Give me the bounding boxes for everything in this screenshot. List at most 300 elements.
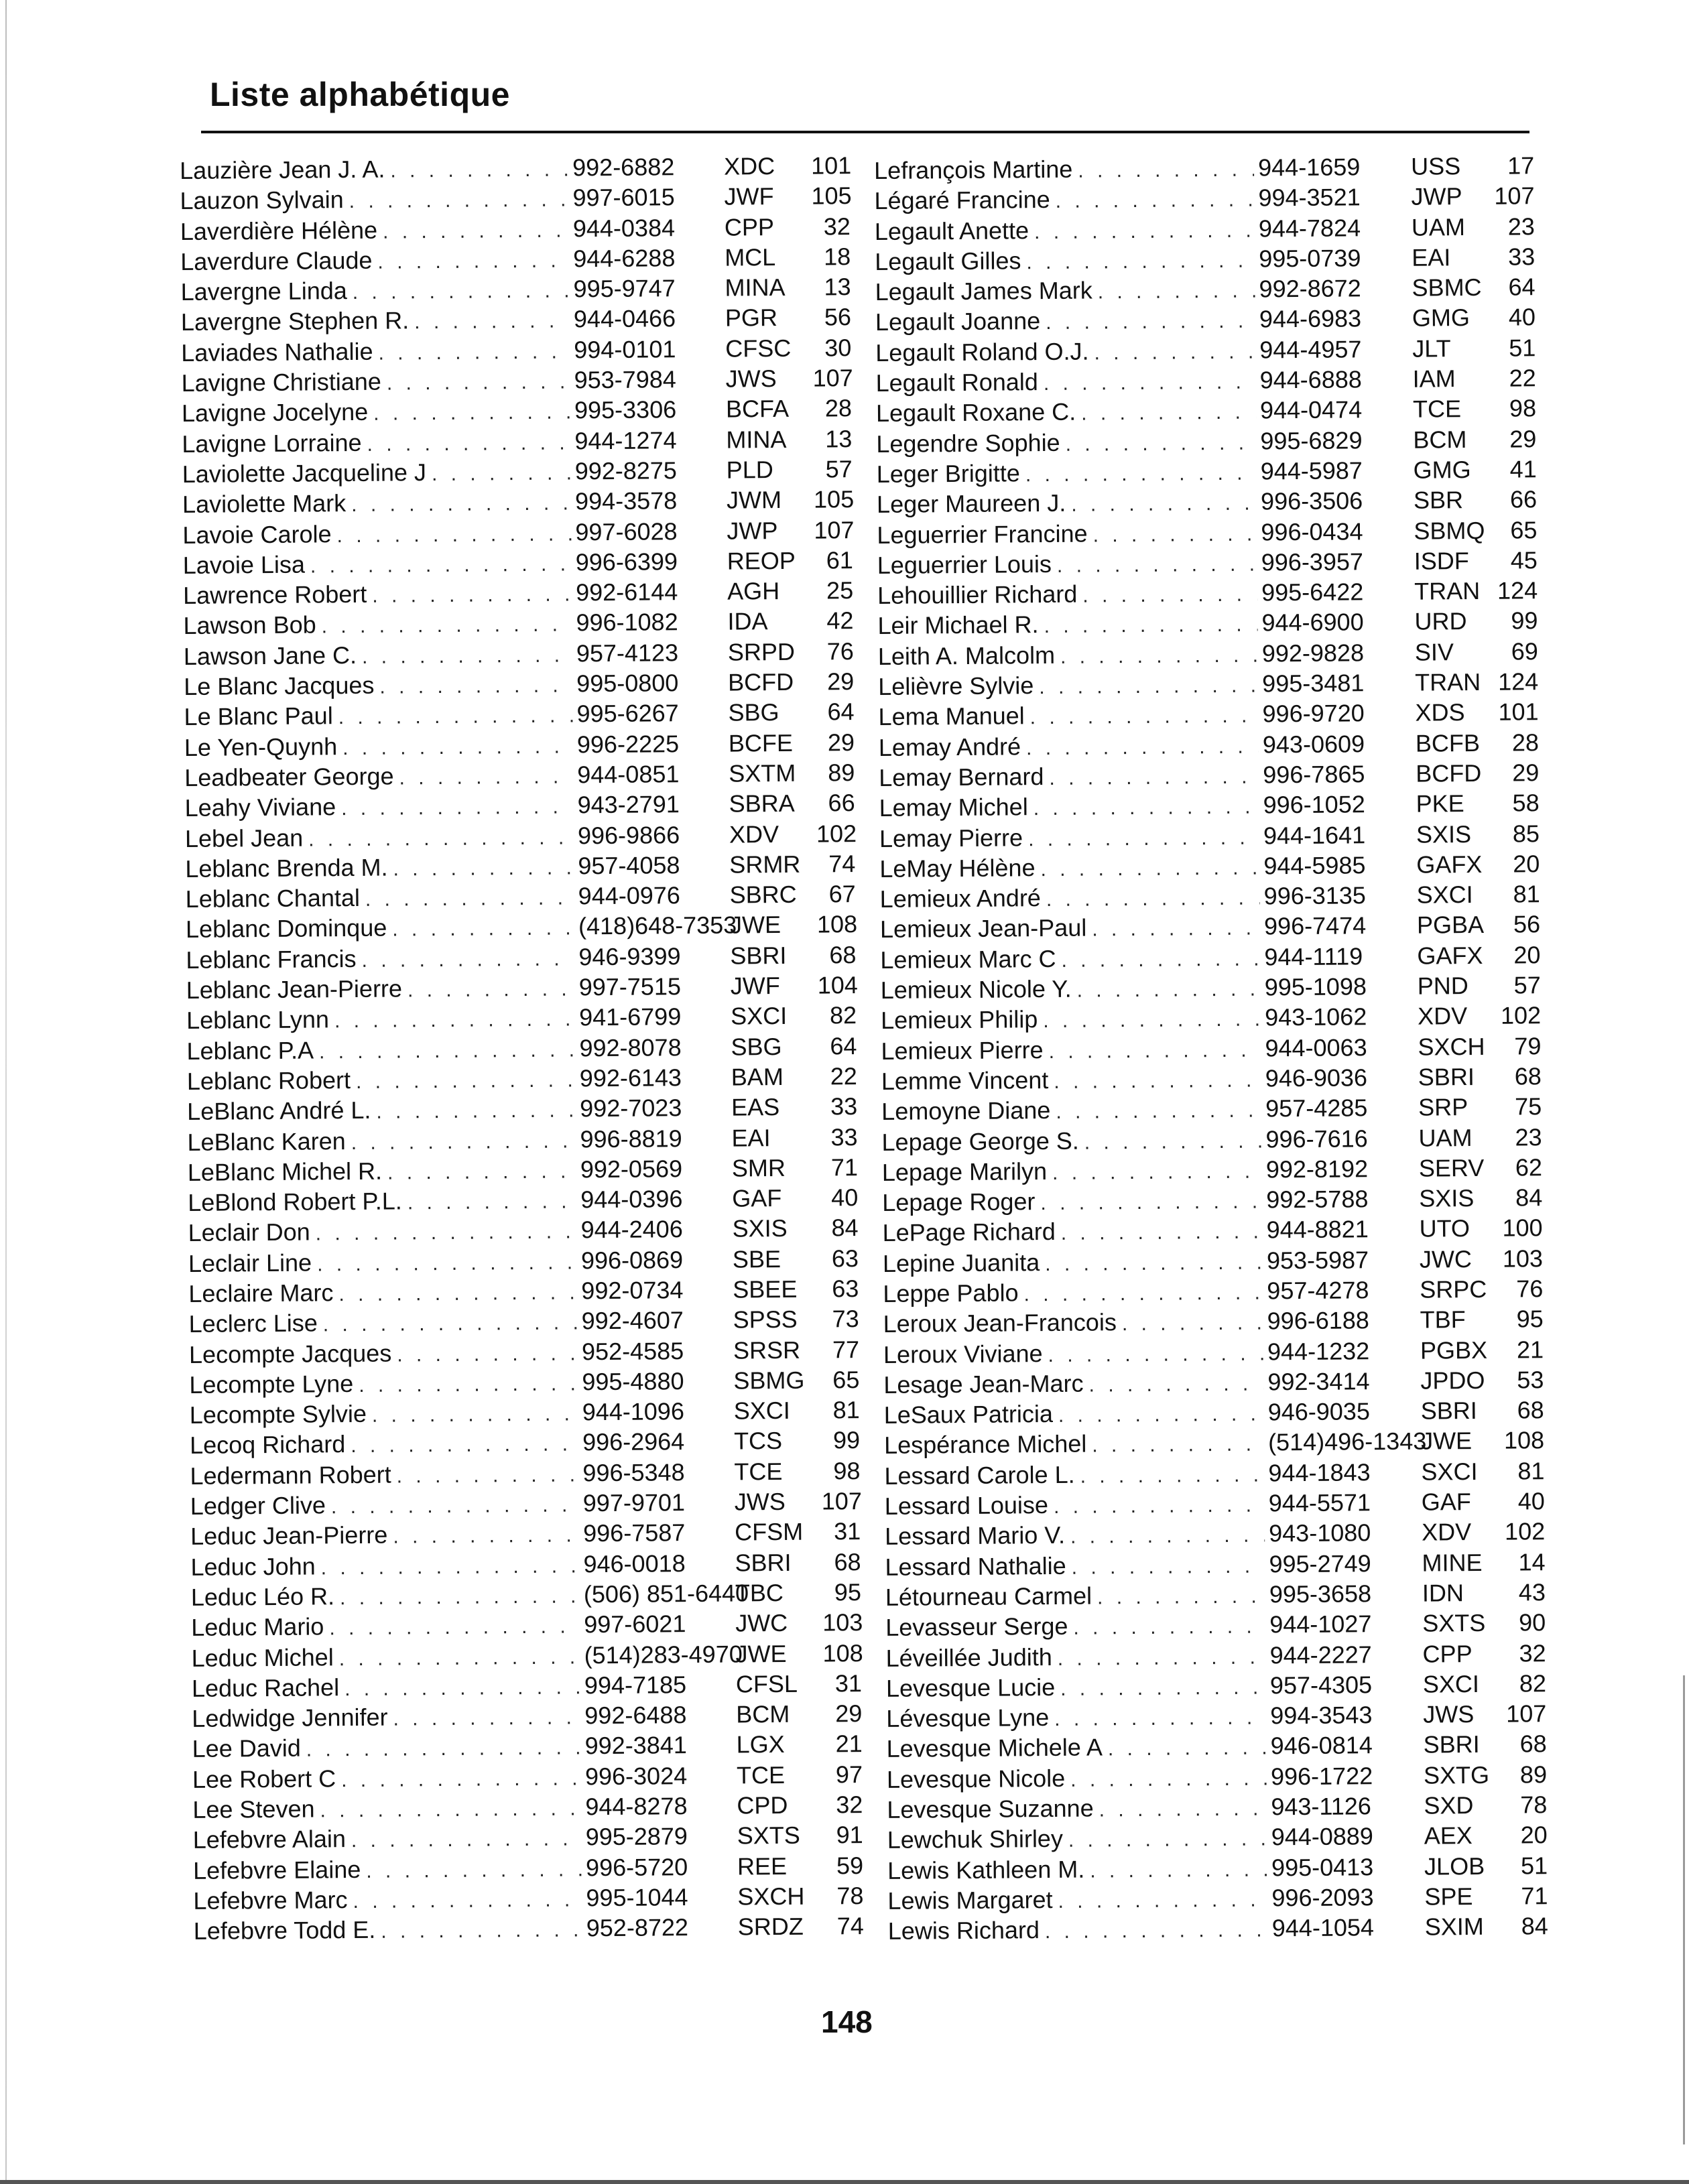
entry-name: Leroux Jean-Francois	[883, 1308, 1117, 1338]
entry-phone: 994-3543	[1270, 1701, 1373, 1730]
dot-leader	[393, 1703, 580, 1734]
entry-name-cell	[887, 1792, 1267, 1827]
entry-name: LeBlond Robert P.L.	[188, 1187, 403, 1217]
entry-phone: 944-0851	[577, 760, 680, 789]
entry-phone: 992-6488	[584, 1701, 687, 1730]
dot-leader	[381, 1915, 582, 1947]
entry-phone: 995-3306	[574, 395, 677, 424]
entry-name-cell	[186, 911, 574, 947]
dot-leader	[1030, 701, 1259, 733]
entry-name: Lepage George S.	[881, 1127, 1079, 1156]
entry-number: 67	[828, 880, 856, 908]
entry-number: 23	[1515, 1122, 1542, 1151]
entry-code: PND	[1417, 972, 1468, 1000]
directory-entry	[180, 241, 851, 277]
entry-number: 40	[1508, 303, 1536, 332]
scan-edge-right	[1683, 1675, 1685, 2144]
entry-name: Lewchuk Shirley	[887, 1825, 1064, 1854]
entry-name: Leppe Pablo	[883, 1279, 1019, 1307]
entry-name: Lema Manuel	[878, 702, 1025, 731]
entry-name: Lemay Bernard	[879, 762, 1044, 791]
entry-number: 21	[1516, 1335, 1544, 1364]
entry-name: Leclair Don	[188, 1218, 310, 1247]
entry-number: 74	[836, 1912, 864, 1940]
entry-name: Lesage Jean-Marc	[883, 1369, 1084, 1399]
entry-phone: 944-6288	[573, 244, 676, 273]
entry-code: BCFA	[725, 395, 790, 423]
entry-code: GMG	[1413, 455, 1471, 484]
dot-leader	[1080, 1460, 1264, 1491]
dot-leader	[1028, 822, 1259, 854]
directory-entry	[193, 1880, 863, 1916]
entry-name-cell	[885, 1519, 1265, 1553]
entry-code: SXD	[1424, 1791, 1474, 1819]
entry-number: 97	[835, 1760, 863, 1789]
dot-leader	[321, 610, 572, 642]
entry-code: SBEE	[733, 1275, 798, 1303]
dot-leader	[1082, 580, 1257, 611]
directory-entry	[180, 271, 851, 307]
dot-leader	[353, 1884, 582, 1917]
entry-phone: 944-1659	[1257, 153, 1361, 182]
dot-leader	[1122, 1308, 1263, 1340]
entry-name: Lavergne Stephen R.	[180, 306, 410, 336]
directory-entry	[875, 332, 1536, 368]
entry-code: SBG	[731, 1032, 782, 1061]
dot-leader	[1070, 1763, 1267, 1795]
entry-name: Lavergne Linda	[180, 277, 347, 306]
entry-name-cell	[883, 1245, 1263, 1280]
entry-name-cell	[875, 274, 1255, 309]
entry-phone: 944-6888	[1259, 365, 1362, 394]
entry-name: Leblanc Robert	[186, 1066, 351, 1095]
directory-entry	[877, 454, 1537, 489]
entry-number: 71	[830, 1153, 859, 1181]
dot-leader	[353, 276, 570, 308]
entry-name: Lepage Roger	[882, 1187, 1036, 1217]
dot-leader	[308, 822, 574, 854]
entry-code: JWF	[724, 182, 774, 210]
entry-name-cell	[877, 517, 1257, 552]
directory-entry	[194, 1911, 864, 1946]
entry-name-cell	[180, 274, 569, 310]
entry-name: Lawson Jane C.	[183, 641, 357, 670]
entry-code: IDN	[1422, 1579, 1464, 1607]
entry-name: Lee Robert C	[192, 1764, 336, 1793]
directory-entry	[876, 424, 1536, 459]
entry-phone: 996-2964	[582, 1427, 685, 1456]
dot-leader	[1072, 1551, 1265, 1582]
entry-number: 17	[1507, 151, 1535, 180]
entry-phone: 996-7616	[1265, 1124, 1368, 1153]
entry-code: SBG	[728, 698, 779, 726]
dot-leader	[1039, 671, 1258, 703]
entry-name-cell	[881, 1003, 1261, 1037]
entry-name-cell	[888, 1913, 1268, 1948]
entry-code: XDV	[1417, 1002, 1468, 1030]
entry-name-cell	[883, 1366, 1263, 1401]
entry-phone: 944-0474	[1259, 395, 1363, 424]
dot-leader	[334, 1005, 575, 1037]
entry-phone: 996-1052	[1263, 790, 1365, 819]
directory-entry	[181, 332, 851, 368]
directory-entry	[887, 1820, 1548, 1856]
entry-name: Lemoyne Diane	[881, 1096, 1051, 1126]
entry-phone: 957-4278	[1267, 1276, 1369, 1305]
entry-name-cell	[180, 152, 568, 188]
entry-phone: 995-1044	[586, 1883, 688, 1912]
dot-leader	[1052, 1156, 1262, 1187]
dot-leader	[397, 1338, 578, 1370]
entry-number: 57	[825, 455, 853, 483]
directory-entry	[184, 696, 854, 732]
entry-name-cell	[877, 578, 1257, 613]
entry-number: 59	[836, 1851, 864, 1880]
entry-name-cell	[885, 1640, 1265, 1675]
dot-leader	[1092, 913, 1260, 945]
entry-number: 18	[824, 243, 851, 271]
dot-leader	[373, 397, 570, 429]
dot-leader	[408, 1186, 577, 1218]
dot-leader	[378, 336, 570, 368]
entry-phone: 995-6829	[1260, 426, 1363, 455]
dot-leader	[414, 306, 570, 338]
entry-name-cell	[182, 426, 570, 461]
entry-number: 63	[831, 1244, 859, 1273]
entry-number: 33	[830, 1122, 858, 1151]
dot-leader	[341, 792, 574, 824]
entry-name: Levesque Nicole	[886, 1764, 1066, 1793]
entry-number: 90	[1519, 1608, 1546, 1636]
entry-number: 64	[830, 1031, 857, 1060]
entry-number: 99	[1511, 606, 1538, 635]
entry-name: Lessard Mario V.	[885, 1521, 1066, 1551]
dot-leader	[339, 1642, 580, 1674]
entry-name-cell	[879, 759, 1259, 794]
entry-name-cell	[885, 1579, 1265, 1614]
entry-name: Le Blanc Jacques	[184, 671, 375, 701]
dot-leader	[321, 1551, 580, 1583]
entry-name-cell	[186, 1003, 575, 1038]
entry-number: 32	[1519, 1639, 1546, 1667]
entry-number: 107	[812, 364, 853, 392]
entry-name-cell	[185, 820, 574, 856]
directory-entry	[879, 757, 1539, 793]
dot-leader	[1073, 1612, 1265, 1643]
entry-name-cell	[188, 1154, 576, 1190]
dot-leader	[1058, 1399, 1264, 1431]
entry-code: TCE	[734, 1457, 783, 1486]
entry-number: 102	[816, 819, 857, 848]
entry-number: 81	[1517, 1456, 1545, 1485]
entry-name: Léveillée Judith	[885, 1643, 1052, 1672]
entry-code: SXTS	[737, 1821, 800, 1850]
dot-leader	[387, 367, 570, 399]
entry-number: 32	[836, 1791, 863, 1819]
entry-code: AGH	[727, 577, 780, 605]
entry-number: 89	[1519, 1760, 1548, 1789]
entry-code: JLOB	[1424, 1852, 1485, 1880]
entry-number: 82	[829, 1001, 857, 1029]
directory-entry	[886, 1668, 1546, 1704]
entry-code: XDC	[723, 152, 775, 180]
entry-name-cell	[882, 1185, 1262, 1220]
entry-code: TRAN	[1414, 577, 1481, 605]
entry-name-cell	[186, 942, 574, 977]
entry-phone: 953-5987	[1266, 1245, 1369, 1275]
entry-name-cell	[191, 1579, 580, 1614]
page-number: 148	[821, 2004, 873, 2039]
dot-leader	[329, 1612, 580, 1644]
entry-code: URD	[1414, 607, 1467, 636]
entry-code: GAF	[732, 1184, 782, 1212]
entry-code: PKE	[1416, 789, 1464, 818]
directory-entry	[188, 1182, 858, 1218]
entry-number: 20	[1520, 1821, 1548, 1849]
entry-phone: 997-7515	[578, 972, 682, 1001]
entry-name: Lelièvre Sylvie	[878, 671, 1034, 701]
directory-entry	[192, 1698, 862, 1734]
dot-leader	[362, 640, 572, 671]
entry-number: 68	[1517, 1396, 1544, 1424]
entry-name-cell	[194, 1913, 582, 1949]
entry-name: Lessard Carole L.	[884, 1460, 1075, 1490]
dot-leader	[1099, 1794, 1267, 1825]
dot-leader	[1043, 1005, 1261, 1037]
entry-phone: 995-9747	[573, 274, 676, 303]
entry-name-cell	[877, 456, 1257, 491]
dot-leader	[1088, 1368, 1263, 1400]
entry-name-cell	[189, 1366, 578, 1402]
dot-leader	[393, 1521, 579, 1552]
directory-entry	[190, 1516, 861, 1551]
dot-leader	[1044, 610, 1257, 642]
entry-name-cell	[879, 850, 1259, 885]
entry-code: EAI	[731, 1123, 771, 1152]
entry-phone: 996-3506	[1260, 487, 1363, 515]
dot-leader	[351, 1126, 576, 1158]
scan-edge-bottom	[0, 2180, 1689, 2184]
entry-name: Lemme Vincent	[881, 1066, 1049, 1095]
entry-phone: 995-4880	[582, 1367, 684, 1396]
entry-name-cell	[878, 638, 1258, 673]
directory-entry	[192, 1789, 863, 1825]
entry-code: IAM	[1412, 365, 1456, 393]
entry-number: 108	[822, 1639, 863, 1667]
entry-number: 84	[1515, 1183, 1543, 1212]
directory-entry	[188, 1152, 858, 1187]
directory-entry	[191, 1607, 861, 1643]
entry-phone: 992-8672	[1259, 274, 1361, 303]
dot-leader	[1058, 1884, 1267, 1916]
entry-name-cell	[182, 456, 571, 491]
entry-name-cell	[180, 183, 568, 218]
dot-leader	[345, 1672, 580, 1704]
directory-entry	[190, 1425, 860, 1461]
entry-number: 76	[1516, 1275, 1544, 1303]
entry-code: SBRI	[1420, 1397, 1477, 1425]
entry-name-cell	[880, 942, 1260, 976]
entry-code: REOP	[727, 546, 796, 575]
entry-phone: 943-1062	[1264, 1003, 1367, 1031]
entry-number: 71	[1521, 1882, 1548, 1910]
entry-name: Lebel Jean	[184, 824, 304, 852]
entry-number: 108	[1503, 1426, 1545, 1455]
directory-entry	[192, 1759, 863, 1795]
directory-entry	[185, 848, 855, 884]
entry-name-cell	[881, 972, 1261, 1007]
entry-code: SRSR	[733, 1336, 801, 1364]
entry-name-cell	[187, 1124, 576, 1159]
entry-name: Leduc John	[190, 1552, 316, 1581]
dot-leader	[1065, 428, 1256, 459]
entry-code: JWE	[729, 911, 781, 940]
entry-name: Leblanc Francis	[186, 944, 357, 974]
entry-phone: 992-5788	[1266, 1185, 1369, 1214]
entry-code: SMR	[731, 1153, 786, 1182]
dot-leader	[1046, 306, 1255, 338]
entry-name: Legault James Mark	[875, 276, 1092, 306]
entry-number: 29	[826, 667, 855, 696]
directory-entry	[887, 1759, 1547, 1795]
entry-code: SBRA	[729, 789, 795, 818]
entry-code: TCE	[1412, 395, 1462, 424]
entry-name: Lavigne Lorraine	[182, 428, 362, 458]
entry-number: 42	[826, 606, 854, 635]
entry-code: SBE	[732, 1244, 781, 1273]
entry-name-cell	[875, 334, 1255, 369]
dot-leader	[399, 761, 573, 793]
entry-code: TBC	[735, 1578, 784, 1607]
entry-name-cell	[182, 395, 570, 431]
entry-phone: 995-0739	[1259, 244, 1361, 273]
entry-name: Lavigne Jocelyne	[181, 398, 369, 428]
entry-code: SPSS	[733, 1305, 798, 1334]
dot-leader	[1045, 1247, 1263, 1279]
entry-name-cell	[875, 213, 1255, 248]
dot-leader	[379, 670, 572, 702]
entry-code: XDV	[729, 820, 779, 848]
entry-name: Laviolette Mark	[182, 489, 347, 519]
entry-code: MINE	[1422, 1548, 1483, 1577]
directory-entry	[192, 1668, 862, 1704]
entry-phone: 943-2791	[577, 790, 680, 819]
entry-number: 28	[824, 394, 853, 422]
entry-number: 45	[1510, 546, 1538, 574]
entry-phone: (514)496-1343	[1267, 1427, 1427, 1456]
entry-code: MINA	[725, 273, 786, 302]
entry-name: Levasseur Serge	[885, 1612, 1068, 1642]
dot-leader	[356, 1065, 576, 1097]
entry-name: Laverdure Claude	[180, 246, 373, 275]
entry-name-cell	[192, 1761, 581, 1797]
entry-code: SBMQ	[1414, 516, 1485, 545]
entry-name: Lecompte Jacques	[188, 1339, 392, 1368]
entry-name-cell	[192, 1670, 580, 1706]
entry-name: Legault Gilles	[875, 247, 1021, 275]
entry-phone: 994-0101	[574, 334, 676, 364]
entry-number: 105	[811, 182, 852, 210]
entry-code: SBMC	[1412, 273, 1482, 302]
directory-entry	[189, 1364, 859, 1400]
dot-leader	[383, 215, 569, 247]
directory-entry	[183, 545, 853, 580]
dot-leader	[351, 1429, 578, 1462]
entry-code: SBR	[1413, 486, 1464, 514]
entry-phone: 992-3841	[584, 1731, 687, 1760]
entry-name: Leir Michael R.	[877, 611, 1039, 640]
entry-phone: 996-7865	[1263, 760, 1365, 789]
entry-number: 102	[1500, 1001, 1542, 1030]
entry-name-cell	[883, 1306, 1263, 1341]
entry-phone: 946-0814	[1270, 1731, 1373, 1760]
entry-phone: 944-4957	[1259, 335, 1362, 364]
entry-phone: 946-9036	[1265, 1064, 1368, 1092]
entry-name: Lavigne Christiane	[181, 367, 382, 397]
entry-phone: 944-0396	[580, 1185, 683, 1214]
entry-code: BCM	[1413, 425, 1467, 454]
entry-name: Lemay André	[878, 732, 1021, 761]
directory-entry	[875, 241, 1535, 277]
dot-leader	[1076, 974, 1261, 1006]
entry-code: SBRI	[1423, 1730, 1480, 1759]
dot-leader	[323, 1308, 578, 1340]
entry-name-cell	[885, 1488, 1265, 1523]
entry-name: Lawson Bob	[183, 611, 316, 640]
entry-code: SPE	[1424, 1882, 1473, 1911]
entry-name: Leduc Jean-Pierre	[190, 1521, 388, 1551]
entry-phone: 996-5720	[585, 1852, 688, 1881]
entry-name: Leduc Léo R.	[190, 1582, 335, 1611]
entry-name: Lecompte Sylvie	[189, 1400, 367, 1429]
entry-phone: 992-3414	[1267, 1367, 1370, 1396]
dot-leader	[1054, 1703, 1266, 1734]
entry-code: SXIM	[1424, 1913, 1484, 1941]
entry-name-cell	[887, 1761, 1267, 1796]
dot-leader	[1026, 731, 1259, 763]
entry-phone: 997-6015	[572, 183, 675, 212]
entry-number: 29	[827, 728, 855, 757]
entry-phone: 992-0734	[581, 1276, 684, 1305]
entry-code: TRAN	[1415, 667, 1481, 696]
entry-number: 40	[831, 1183, 859, 1212]
entry-phone: 996-9720	[1262, 699, 1365, 728]
entry-name-cell	[887, 1822, 1267, 1857]
entry-number: 75	[1514, 1092, 1542, 1120]
entry-code: CPP	[1422, 1639, 1473, 1668]
entry-number: 56	[824, 303, 852, 331]
entry-number: 66	[828, 789, 855, 817]
entry-number: 58	[1512, 789, 1540, 817]
entry-code: AEX	[1424, 1821, 1473, 1850]
entry-name: LeSaux Patricia	[883, 1400, 1054, 1429]
entry-number: 107	[1506, 1699, 1547, 1728]
entry-name: Lewis Kathleen M.	[887, 1855, 1085, 1884]
entry-phone: 992-6143	[579, 1064, 682, 1092]
dot-leader	[361, 944, 574, 975]
entry-phone: 944-6983	[1259, 304, 1362, 333]
entry-number: 68	[1514, 1062, 1542, 1090]
entry-number: 124	[1497, 576, 1538, 604]
entry-name: Lavoie Lisa	[182, 550, 306, 579]
directory-entry	[191, 1577, 861, 1612]
entry-phone: 943-0609	[1262, 729, 1365, 759]
directory-entry	[881, 1061, 1542, 1096]
entry-name: Lemay Pierre	[879, 823, 1023, 852]
entry-number: 78	[836, 1881, 864, 1910]
entry-number: 40	[1517, 1487, 1545, 1515]
entry-phone: 996-8819	[580, 1124, 682, 1153]
